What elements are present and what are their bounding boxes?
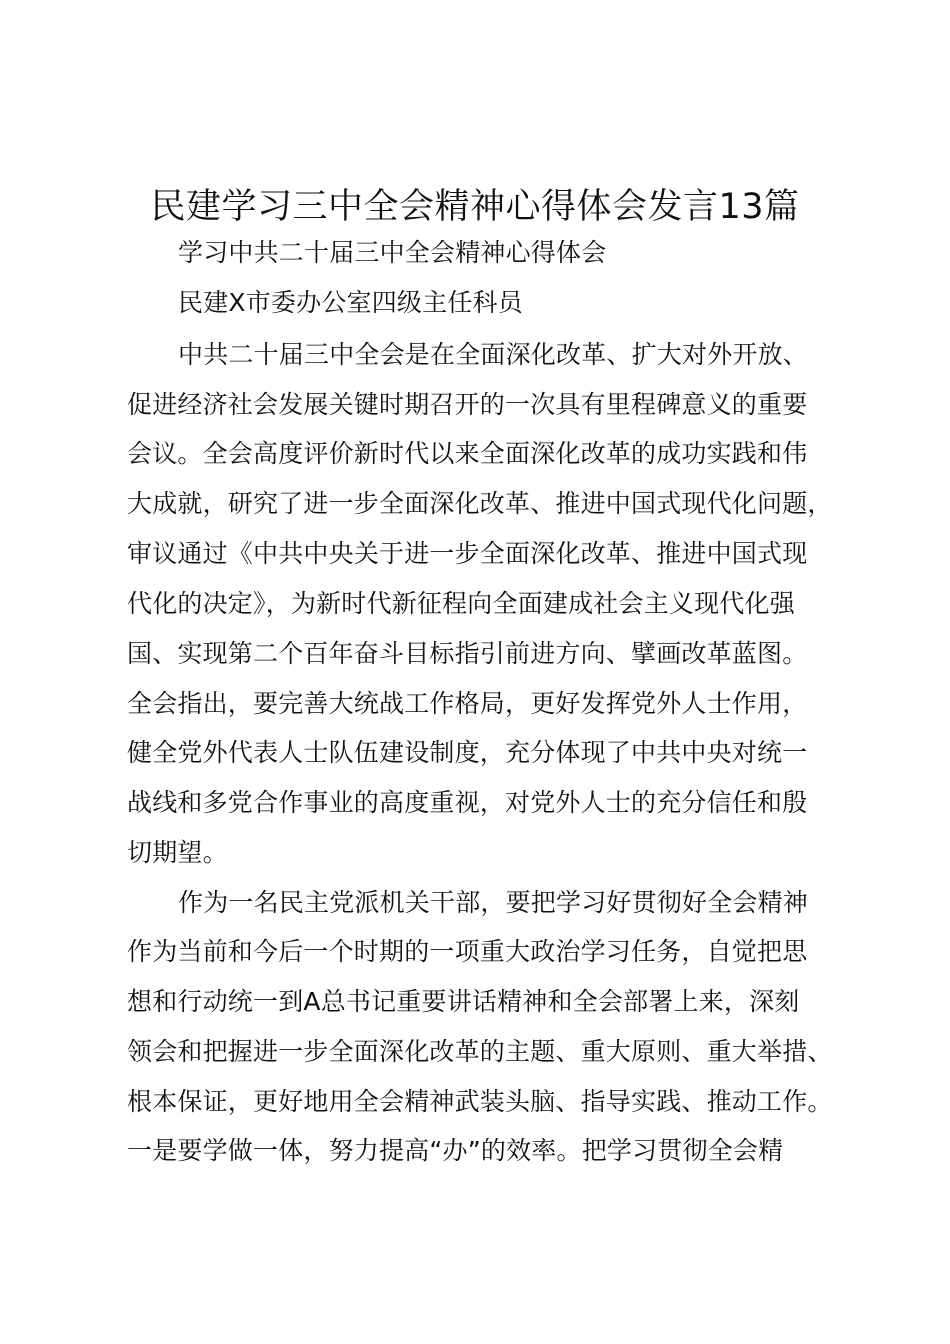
paragraph-line: 会议。全会高度评价新时代以来全面深化改革的成功实践和伟	[127, 439, 808, 468]
paragraph-line: 想和行动统一到A总书记重要讲话精神和全会部署上来，深刻	[127, 987, 800, 1016]
paragraph-line: 代化的决定》，为新时代新征程向全面建成社会主义现代化强	[127, 589, 795, 618]
paragraph-line: 审议通过《中共中央关于进一步全面深化改革、推进中国式现	[127, 539, 808, 568]
document-title: 民建学习三中全会精神心得体会发言13篇	[150, 187, 800, 227]
subtitle: 学习中共二十届三中全会精神心得体会	[178, 238, 607, 267]
paragraph-line: 根本保证，更好地用全会精神武装头脑、指导实践、推动工作。	[127, 1087, 833, 1116]
paragraph-line: 全会指出，要完善大统战工作格局，更好发挥党外人士作用，	[127, 689, 808, 718]
paragraph-line: 一是要学做一体，努力提高“办”的效率。把学习贯彻全会精	[127, 1136, 784, 1165]
paragraph-line: 战线和多党合作事业的高度重视，对党外人士的充分信任和殷	[127, 788, 808, 817]
paragraph-line: 切期望。	[127, 838, 228, 867]
paragraph-line: 作为当前和今后一个时期的一项重大政治学习任务，自觉把思	[127, 937, 808, 966]
paragraph-line: 国、实现第二个百年奋斗目标指引前进方向、擘画改革蓝图。	[127, 639, 808, 668]
paragraph-line: 作为一名民主党派机关干部，要把学习好贯彻好全会精神	[178, 888, 809, 917]
author-line: 民建X市委办公室四级主任科员	[178, 288, 523, 317]
paragraph-line: 领会和把握进一步全面深化改革的主题、重大原则、重大举措、	[127, 1037, 833, 1066]
paragraph-line: 促进经济社会发展关键时期召开的一次具有里程碑意义的重要	[127, 390, 808, 419]
paragraph-line: 中共二十届三中全会是在全面深化改革、扩大对外开放、	[178, 340, 809, 369]
paragraph-line: 大成就，研究了进一步全面深化改革、推进中国式现代化问题，	[127, 489, 833, 518]
paragraph-line: 健全党外代表人士队伍建设制度，充分体现了中共中央对统一	[127, 738, 808, 767]
